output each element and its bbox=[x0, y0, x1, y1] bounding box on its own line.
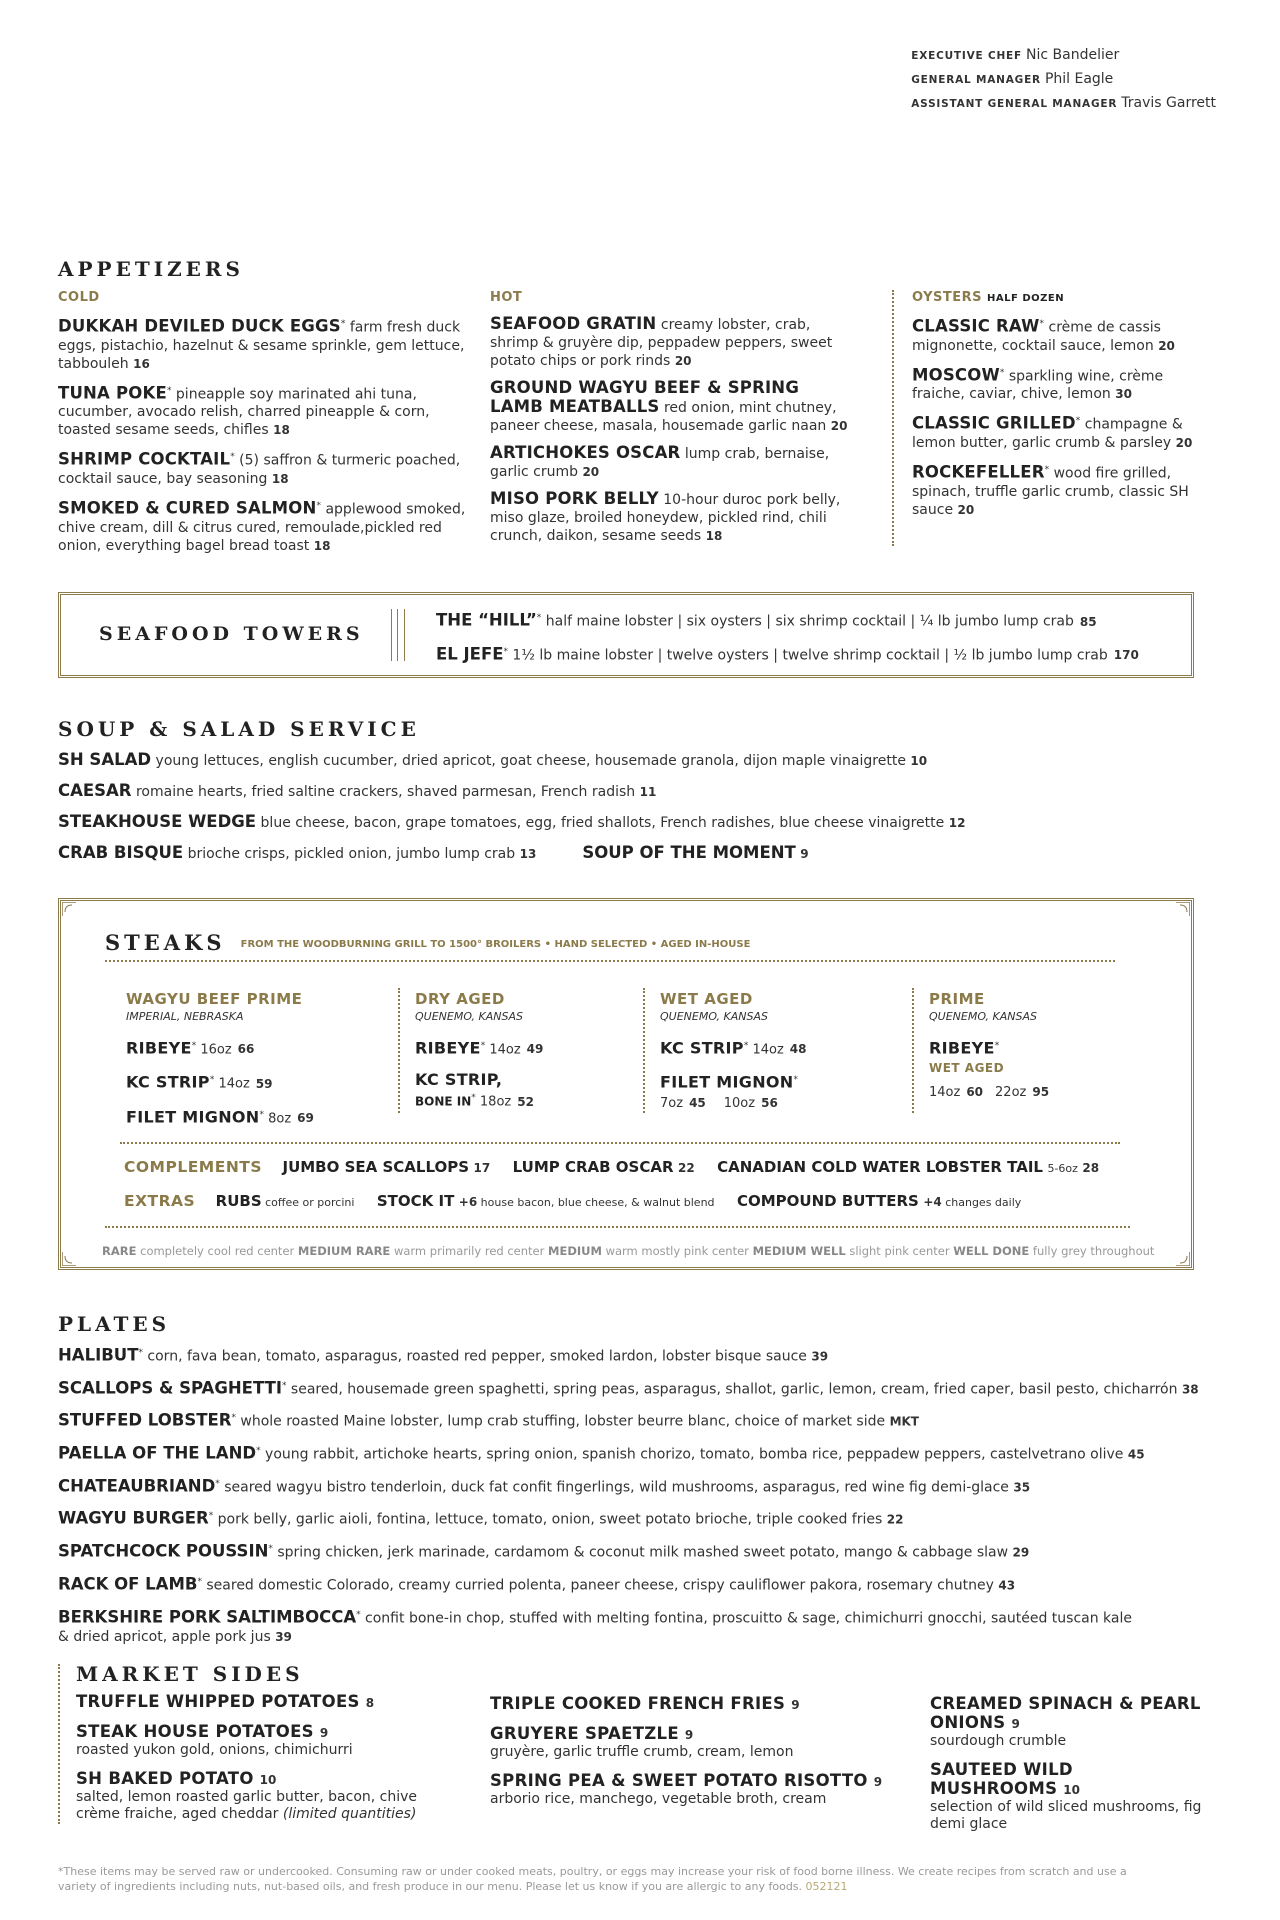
tower-item: THE “HILL”* half maine lobster | six oysters | six shrimp cocktail | ¼ lb jumbo lump crab 85 bbox=[436, 610, 1097, 630]
grade-divider bbox=[643, 988, 645, 1113]
sides-divider bbox=[58, 1664, 60, 1824]
towers-title: SEAFOOD TOWERS bbox=[99, 623, 364, 645]
towers-divider-inner bbox=[397, 609, 398, 661]
corner-ornament-icon bbox=[62, 1252, 76, 1266]
menu-item: MISO PORK BELLY 10-hour duroc pork belly, miso glaze, broiled honeydew, pickled rind, chili crunch, daikon, sesame seeds 18 bbox=[490, 489, 841, 544]
menu-item: CHATEAUBRIAND* seared wagyu bistro tenderloin, duck fat confit fingerlings, wild mushrooms, asparagus, red wine fig demi-glace 35 bbox=[58, 1476, 1031, 1496]
menu-item: CRAB BISQUE brioche crisps, pickled onion, jumbo lump crab 13 SOUP OF THE MOMENT 9 bbox=[58, 843, 809, 862]
steak-cut: KC STRIP* 14oz 48 bbox=[660, 1038, 807, 1058]
grade-wet-aged: WET AGED QUENEMO, KANSAS KC STRIP* 14oz 48 FILET MIGNON* 7oz 45 10oz 56 bbox=[660, 990, 807, 1111]
menu-item: SCALLOPS & SPAGHETTI* seared, housemade green spaghetti, spring peas, asparagus, shallot, garlic, lemon, cream, fried caper, basil pesto, chicharrón 38 bbox=[58, 1378, 1199, 1398]
steak-cut: RIBEYE* 16oz 66 bbox=[126, 1038, 255, 1058]
grade-prime: PRIME QUENEMO, KANSAS RIBEYE* WET AGED 14oz 60 22oz 95 bbox=[929, 990, 1050, 1101]
grade-wagyu: WAGYU BEEF PRIME IMPERIAL, NEBRASKA RIBEYE* 16oz 66 KC STRIP* 14oz 59 FILET MIGNON* 8oz 69 bbox=[126, 990, 314, 1126]
menu-item: SHRIMP COCKTAIL* (5) saffron & turmeric poached, cocktail sauce, bay seasoning 18 bbox=[58, 449, 461, 487]
corner-ornament-icon bbox=[1176, 902, 1190, 916]
steak-cut: FILET MIGNON* 7oz 45 10oz 56 bbox=[660, 1072, 798, 1111]
steak-cut: RIBEYE* WET AGED 14oz 60 22oz 95 bbox=[929, 1038, 1050, 1101]
grade-dry-aged: DRY AGED QUENEMO, KANSAS RIBEYE* 14oz 49 KC STRIP, BONE IN* 18oz 52 bbox=[415, 990, 544, 1110]
towers-divider bbox=[391, 609, 405, 661]
steaks-title: STEAKS bbox=[105, 930, 226, 955]
steak-cut: KC STRIP, BONE IN* 18oz 52 bbox=[415, 1070, 534, 1110]
sides-column-3 bbox=[930, 1695, 1220, 1844]
menu-item: CLASSIC RAW* crème de cassis mignonette, cocktail sauce, lemon 20 bbox=[912, 316, 1175, 354]
seafood-towers-box bbox=[58, 592, 1194, 678]
menu-item: GROUND WAGYU BEEF & SPRING LAMB MEATBALLS red onion, mint chutney, paneer cheese, masala, housemade garlic naan 20 bbox=[490, 378, 848, 434]
menu-item: PAELLA OF THE LAND* young rabbit, artichoke hearts, spring onion, spanish chorizo, tomato, bomba rice, peppadew peppers, castelvetrano olive 45 bbox=[58, 1443, 1145, 1463]
menu-item: CLASSIC GRILLED* champagne & lemon butter, garlic crumb & parsley 20 bbox=[912, 413, 1193, 451]
temps-divider bbox=[105, 1226, 1130, 1228]
soup-salad-list bbox=[58, 745, 1218, 869]
menu-item: HALIBUT* corn, fava bean, tomato, asparagus, roasted red pepper, smoked lardon, lobster bisque sauce 39 bbox=[58, 1345, 829, 1365]
side-item: STEAK HOUSE POTATOES 9 roasted yukon gold, onions, chimichurri bbox=[76, 1722, 353, 1758]
plates-title: PLATES bbox=[58, 1312, 171, 1336]
sides-column-2 bbox=[490, 1695, 890, 1819]
staff-row: ASSISTANT GENERAL MANAGER Travis Garrett bbox=[911, 95, 1216, 111]
staff-row: GENERAL MANAGER Phil Eagle bbox=[911, 71, 1114, 87]
steaks-tagline: FROM THE WOODBURNING GRILL TO 1500° BROILERS • HAND SELECTED • AGED IN-HOUSE bbox=[240, 939, 751, 950]
menu-item: SPATCHCOCK POUSSIN* spring chicken, jerk marinade, cardamom & coconut milk mashed sweet potato, mango & cabbage slaw 29 bbox=[58, 1541, 1030, 1561]
menu-item: SH SALAD young lettuces, english cucumber, dried apricot, goat cheese, housemade granola, dijon maple vinaigrette 10 bbox=[58, 750, 928, 769]
menu-item: RACK OF LAMB* seared domestic Colorado, creamy curried polenta, paneer cheese, crispy cauliflower pakora, rosemary chutney 43 bbox=[58, 1574, 1016, 1594]
corner-ornament-icon bbox=[1176, 1252, 1190, 1266]
menu-item: ROCKEFELLER* wood fire grilled, spinach, truffle garlic crumb, classic SH sauce 20 bbox=[912, 462, 1189, 518]
hot-column bbox=[490, 290, 855, 554]
oysters-column bbox=[912, 290, 1212, 528]
corner-ornament-icon bbox=[62, 902, 76, 916]
menu-item: TUNA POKE* pineapple soy marinated ahi tuna, cucumber, avocado relish, charred pineapple & corn, toasted sesame seeds, chifles 18 bbox=[58, 383, 430, 439]
steak-cut: FILET MIGNON* 8oz 69 bbox=[126, 1106, 314, 1126]
side-item: CREAMED SPINACH & PEARL ONIONS 9 sourdough crumble bbox=[930, 1694, 1201, 1749]
plates-list bbox=[58, 1339, 1208, 1646]
complements-row: COMPLEMENTS JUMBO SEA SCALLOPS 17 LUMP CRAB OSCAR 22 CANADIAN COLD WATER LOBSTER TAIL 5-6oz 28 bbox=[124, 1158, 1100, 1176]
staff-row: EXECUTIVE CHEF Nic Bandelier bbox=[911, 47, 1120, 63]
appetizers-title: APPETIZERS bbox=[58, 257, 244, 281]
steak-cut: RIBEYE* 14oz 49 bbox=[415, 1038, 544, 1058]
sides-column-1 bbox=[76, 1693, 436, 1834]
menu-item: CAESAR romaine hearts, fried saltine crackers, shaved parmesan, French radish 11 bbox=[58, 781, 657, 800]
menu-item: SEAFOOD GRATIN creamy lobster, crab, shrimp & gruyère dip, peppadew peppers, sweet potato chips or pork rinds 20 bbox=[490, 314, 833, 369]
menu-item: DUKKAH DEVILED DUCK EGGS* farm fresh duck eggs, pistachio, hazelnut & sesame sprinkle, gem lettuce, tabbouleh 16 bbox=[58, 316, 465, 372]
staff-list bbox=[911, 44, 1216, 116]
oysters-label: OYSTERS HALF DOZEN bbox=[912, 290, 1065, 305]
menu-item: SMOKED & CURED SALMON* applewood smoked, chive cream, dill & citrus cured, remoulade,pickled red onion, everything bagel bread toast 18 bbox=[58, 498, 466, 554]
side-item: TRUFFLE WHIPPED POTATOES 8 bbox=[76, 1692, 375, 1711]
menu-item: WAGYU BURGER* pork belly, garlic aioli, fontina, lettuce, tomato, onion, sweet potato brioche, triple cooked fries 22 bbox=[58, 1508, 904, 1528]
complements-divider bbox=[120, 1142, 1120, 1144]
menu-item: MOSCOW* sparkling wine, crème fraiche, caviar, chive, lemon 30 bbox=[912, 365, 1164, 403]
soup-salad-title: SOUP & SALAD SERVICE bbox=[58, 717, 420, 741]
menu-item: STUFFED LOBSTER* whole roasted Maine lobster, lump crab stuffing, lobster beurre blanc, choice of market side MKT bbox=[58, 1410, 919, 1430]
side-item: SPRING PEA & SWEET POTATO RISOTTO 9 arborio rice, manchego, vegetable broth, cream bbox=[490, 1771, 883, 1807]
oysters-divider bbox=[892, 290, 894, 546]
extras-row: EXTRAS RUBS coffee or porcini STOCK IT +6 house bacon, blue cheese, & walnut blend COMPOUND BUTTERS +4 changes daily bbox=[124, 1192, 1022, 1210]
steaks-header bbox=[105, 930, 750, 955]
sides-title: MARKET SIDES bbox=[76, 1662, 304, 1686]
side-item: SH BAKED POTATO 10 salted, lemon roasted garlic butter, bacon, chive crème fraiche, aged cheddar (limited quantities) bbox=[76, 1769, 418, 1822]
menu-item: STEAKHOUSE WEDGE blue cheese, bacon, grape tomatoes, egg, fried shallots, French radishes, blue cheese vinaigrette 12 bbox=[58, 812, 966, 831]
grade-divider bbox=[912, 988, 914, 1113]
menu-item: ARTICHOKES OSCAR lump crab, bernaise, garlic crumb 20 bbox=[490, 443, 830, 480]
side-item: SAUTEED WILD MUSHROOMS 10 selection of wild sliced mushrooms, fig demi glace bbox=[930, 1760, 1202, 1832]
hot-label: HOT bbox=[490, 290, 523, 305]
towers-list bbox=[436, 603, 1139, 670]
cold-column bbox=[58, 290, 468, 564]
grade-divider bbox=[398, 988, 400, 1113]
tower-item: EL JEFE* 1½ lb maine lobster | twelve oysters | twelve shrimp cocktail | ½ lb jumbo lump crab 170 bbox=[436, 644, 1139, 664]
side-item: GRUYERE SPAETZLE 9 gruyère, garlic truffle crumb, cream, lemon bbox=[490, 1724, 794, 1760]
side-item: TRIPLE COOKED FRENCH FRIES 9 bbox=[490, 1694, 800, 1713]
allergy-disclaimer: *These items may be served raw or undercooked. Consuming raw or under cooked meats, poultry, or eggs may increase your risk of food borne illness. We create recipes from scratch and use a variety of ingredients including nuts, nut-based oils, and fresh produce in our menu. Please let us know if you are allergic to any foods. 052121 bbox=[58, 1865, 1127, 1893]
doneness-guide: RARE completely cool red center MEDIUM RARE warm primarily red center MEDIUM warm mostly pink center MEDIUM WELL slight pink center WELL DONE fully grey throughout bbox=[102, 1244, 1155, 1258]
cold-label: COLD bbox=[58, 290, 100, 305]
steak-cut: KC STRIP* 14oz 59 bbox=[126, 1072, 273, 1092]
steaks-divider bbox=[105, 960, 1115, 962]
menu-item: BERKSHIRE PORK SALTIMBOCCA* confit bone-in chop, stuffed with melting fontina, proscuitto & sage, chimichurri gnocchi, sautéed tuscan kale & dried apricot, apple pork jus 39 bbox=[58, 1607, 1133, 1645]
